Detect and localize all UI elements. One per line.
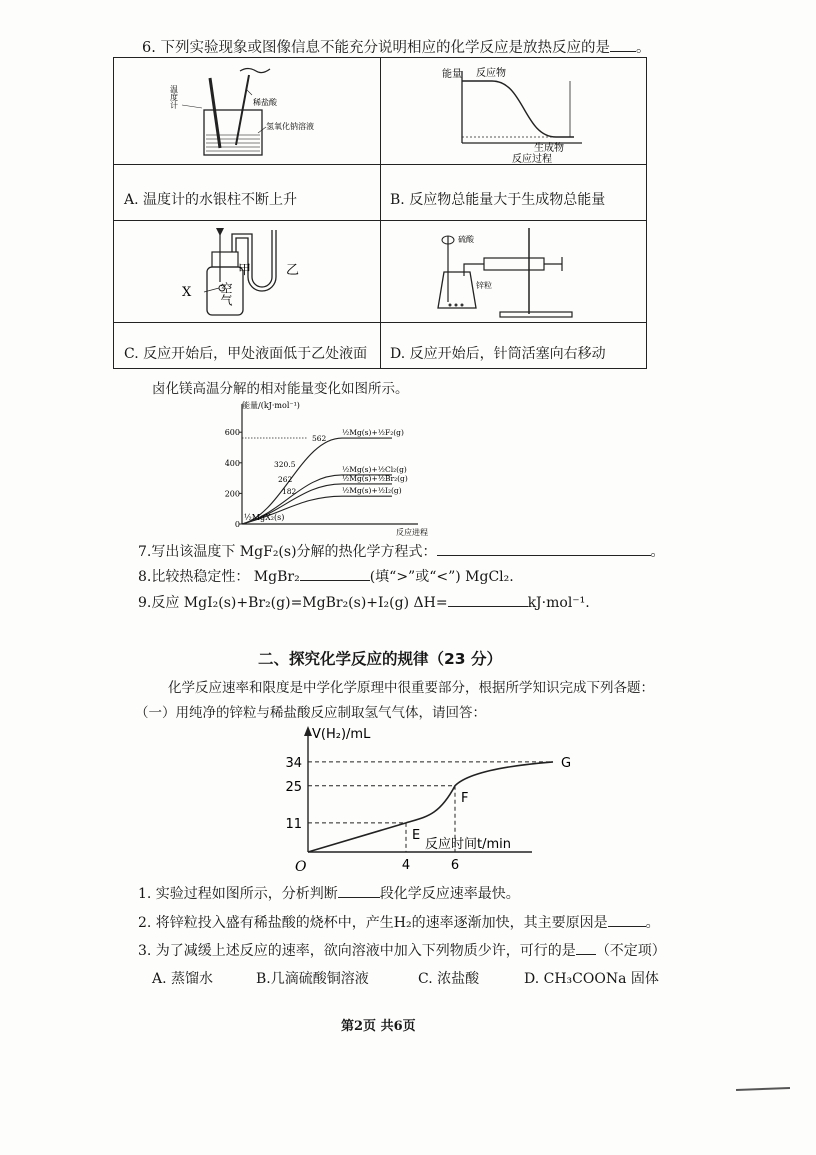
zinc-label: 锌粒	[476, 281, 492, 290]
section2-heading: 二、探究化学反应的规律（23 分）	[258, 650, 502, 668]
option-b[interactable]: B.几滴硫酸铜溶液	[256, 971, 369, 987]
q9-answer-blank[interactable]	[448, 606, 528, 607]
mgx2-energy-chart	[220, 396, 520, 536]
progress-label: 反应过程	[512, 154, 552, 165]
y-tick-label: 25	[285, 779, 302, 795]
point-label-f: F	[461, 790, 469, 806]
y-tick-label: 11	[285, 816, 302, 832]
energy-chart-xlabel: 反应进程	[396, 528, 428, 537]
point-label-e: E	[412, 827, 421, 843]
section2-sub1: （一）用纯净的锌粒与稀盐酸反应制取氢气气体，请回答：	[135, 705, 486, 721]
h2-chart-xlabel: 反应时间t/min	[425, 837, 511, 852]
s2-q3-blank[interactable]	[576, 954, 596, 955]
q7-answer-blank[interactable]	[437, 555, 651, 556]
curve-value-label: 320.5	[274, 459, 296, 469]
s2-q2: 2. 将锌粒投入盛有稀盐酸的烧杯中，产生H₂的速率逐渐加快，其主要原因是 。	[138, 915, 660, 931]
option-c[interactable]: C. 浓盐酸	[418, 971, 480, 987]
energy-ytick: 200	[224, 489, 240, 499]
start-label: ½MgX₂(s)	[244, 513, 285, 522]
option-d[interactable]: D. CH₃COONa 固体	[524, 971, 659, 987]
scan-mark	[736, 1087, 790, 1091]
curve-label: ½Mg(s)+½I₂(g)	[342, 486, 402, 496]
products-label: 生成物	[534, 143, 564, 154]
section2-intro: 化学反应速率和限度是中学化学原理中很重要部分，根据所学知识完成下列各题：	[168, 680, 654, 696]
option-a-caption[interactable]: A. 温度计的水银柱不断上升	[124, 192, 298, 208]
page-footer: 第2页 共6页	[341, 1019, 416, 1034]
x-tick-label: 4	[401, 858, 411, 873]
energy-ytick: 0	[234, 520, 240, 529]
h2-volume-chart	[270, 724, 570, 884]
q6-answer-blank[interactable]	[610, 51, 636, 52]
option-d-caption[interactable]: D. 反应开始后，针筒活塞向右移动	[390, 346, 606, 362]
option-b-caption[interactable]: B. 反应物总能量大于生成物总能量	[390, 192, 606, 208]
beaker-thermometer-figure	[154, 63, 354, 161]
sulfuric-acid-label: 硫酸	[458, 235, 474, 244]
energy-chart-ylabel: 能量/(kJ·mol⁻¹)	[242, 401, 300, 410]
s2-q3: 3. 为了减缓上述反应的速率，欲向溶液中加入下列物质少许，可行的是 （不定项）	[138, 943, 666, 959]
q6-stem: 6. 下列实验现象或图像信息不能充分说明相应的化学反应是放热反应的是 。	[142, 40, 651, 56]
curve-value-label: 182	[282, 487, 297, 497]
flask-syringe-apparatus	[414, 224, 614, 322]
q8: 8.比较热稳定性： MgBr₂ (填“>”或“<”) MgCl₂.	[138, 569, 514, 585]
s2-q1-blank[interactable]	[338, 897, 380, 898]
option-a[interactable]: A. 蒸馏水	[152, 971, 214, 987]
thermometer-label: 温度计	[169, 85, 179, 109]
s2-q1: 1. 实验过程如图所示，分析判断 段化学反应速率最快。	[138, 886, 520, 902]
reactants-label: 反应物	[476, 68, 506, 79]
point-label-g: G	[561, 755, 572, 771]
q6-options-table	[113, 57, 647, 369]
u-tube-apparatus	[174, 222, 334, 320]
jia-label: 甲	[238, 263, 252, 278]
option-c-caption[interactable]: C. 反应开始后，甲处液面低于乙处液面	[124, 346, 368, 362]
q8-answer-blank[interactable]	[300, 580, 370, 581]
energy-diagram-b	[434, 61, 604, 163]
energy-ytick: 600	[224, 428, 240, 438]
s2-q2-blank[interactable]	[608, 926, 646, 927]
mg-intro: 卤化镁高温分解的相对能量变化如图所示。	[152, 381, 409, 397]
q7: 7.写出该温度下 MgF₂(s)分解的热化学方程式： 。	[138, 544, 665, 560]
curve-label: ½Mg(s)+½Br₂(g)	[342, 473, 408, 483]
y-tick-label: 34	[285, 755, 302, 771]
energy-axis-label: 能量	[442, 69, 462, 80]
curve-label: ½Mg(s)+½Cl₂(g)	[342, 464, 407, 474]
x-tick-label: 6	[450, 858, 460, 873]
energy-ytick: 400	[224, 458, 240, 468]
curve-value-label: 562	[312, 434, 327, 444]
acid-label: 稀盐酸	[253, 98, 277, 107]
origin-label: O	[295, 859, 307, 875]
q9: 9.反应 MgI₂(s)+Br₂(g)=MgBr₂(s)+I₂(g) ΔH= kJ·mol⁻¹.	[138, 595, 590, 611]
curve-value-label: 262	[278, 474, 293, 484]
curve-label: ½Mg(s)+½F₂(g)	[342, 428, 404, 438]
x-label: X	[182, 285, 192, 300]
h2-chart-ylabel: V(H₂)/mL	[312, 727, 371, 742]
solution-label: 氢氧化钠溶液	[266, 122, 314, 131]
air-label: 空气	[219, 282, 233, 306]
yi-label: 乙	[286, 263, 300, 278]
